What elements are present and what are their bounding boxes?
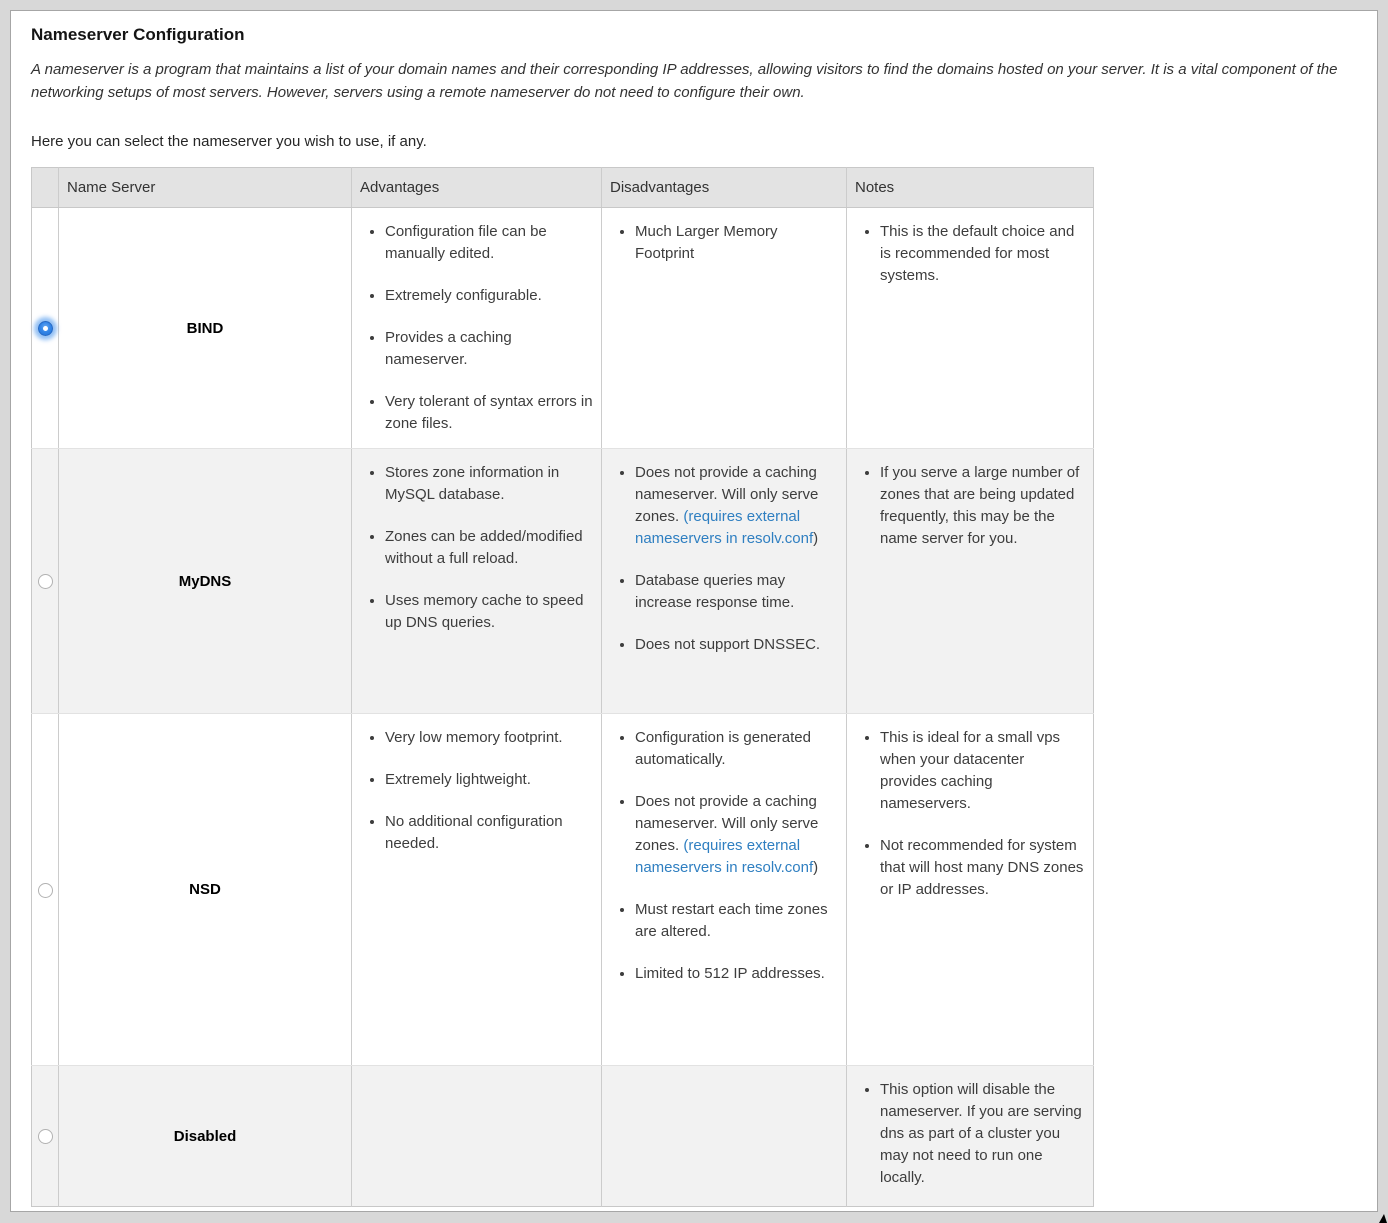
list-item: • Extremely lightweight. (385, 769, 593, 791)
notes-cell (847, 449, 1094, 714)
notes-cell (847, 714, 1094, 1066)
nameserver-table (31, 167, 1094, 1207)
list-item: • No additional configuration needed. (385, 811, 593, 855)
disadvantages-list (610, 727, 838, 985)
list-item: • Very low memory footprint. (385, 727, 593, 749)
table-row (32, 208, 1094, 449)
nameserver-name: Disabled (59, 1066, 352, 1207)
column-header-name-server: Name Server (59, 168, 352, 208)
page-title: Nameserver Configuration (31, 25, 245, 44)
disadvantages-list (610, 221, 838, 265)
list-item: • Does not provide a caching nameserver. Will only serve zones. (requires external nameservers in resolv.conf) (635, 791, 838, 879)
notes-list (855, 1079, 1085, 1189)
list-item: • Zones can be added/modified without a full reload. (385, 526, 593, 570)
column-header-disadvantages: Disadvantages (602, 168, 847, 208)
list-item: • Configuration is generated automatically. (635, 727, 838, 771)
nameserver-radio[interactable] (38, 321, 53, 336)
list-item: • Must restart each time zones are altered. (635, 899, 838, 943)
resolv-conf-link[interactable]: (requires external nameservers in resolv.conf (635, 837, 814, 876)
notes-list (855, 221, 1085, 287)
disadvantages-cell (602, 1066, 847, 1207)
list-item: • Provides a caching nameserver. (385, 327, 593, 371)
disadvantages-list (610, 462, 838, 656)
list-item: • This option will disable the nameserver. If you are serving dns as part of a cluster you may not need to run one locally. (880, 1079, 1085, 1189)
list-item: • Extremely configurable. (385, 285, 593, 307)
list-item: • Does not provide a caching nameserver. Will only serve zones. (requires external nameservers in resolv.conf) (635, 462, 838, 550)
notes-cell (847, 1066, 1094, 1207)
list-item: • Not recommended for system that will host many DNS zones or IP addresses. (880, 835, 1085, 901)
nameserver-radio[interactable] (38, 883, 53, 898)
advantages-cell (352, 208, 602, 449)
nameserver-radio[interactable] (38, 1129, 53, 1144)
list-item: • This is the default choice and is recommended for most systems. (880, 221, 1085, 287)
nameserver-name: BIND (59, 208, 352, 449)
settings-panel (10, 10, 1378, 1212)
list-item: • Does not support DNSSEC. (635, 634, 838, 656)
nameserver-description: A nameserver is a program that maintains a list of your domain names and their corresponding IP addresses, allowing visitors to find the domains hosted on your server. It is a vital component of the networking setups of most servers. However, servers using a remote nameserver do not need to configure their own. (31, 61, 1338, 101)
advantages-cell (352, 714, 602, 1066)
radio-cell (32, 714, 59, 1066)
column-header-notes: Notes (847, 168, 1094, 208)
list-item: • Limited to 512 IP addresses. (635, 963, 838, 985)
notes-cell (847, 208, 1094, 449)
column-header-radio (32, 168, 59, 208)
notes-list (855, 727, 1085, 901)
resolv-conf-link[interactable]: (requires external nameservers in resolv.conf (635, 508, 814, 547)
list-item: • This is ideal for a small vps when your datacenter provides caching nameservers. (880, 727, 1085, 815)
radio-cell (32, 1066, 59, 1207)
table-row (32, 449, 1094, 714)
advantages-cell (352, 449, 602, 714)
advantages-cell (352, 1066, 602, 1207)
notes-list (855, 462, 1085, 550)
panel-content (11, 11, 1377, 1221)
disadvantages-cell (602, 208, 847, 449)
list-item: • Uses memory cache to speed up DNS queries. (385, 590, 593, 634)
list-item: • Configuration file can be manually edited. (385, 221, 593, 265)
radio-cell (32, 449, 59, 714)
nameserver-radio[interactable] (38, 574, 53, 589)
selection-instruction: Here you can select the nameserver you wish to use, if any. (31, 133, 427, 150)
column-header-advantages: Advantages (352, 168, 602, 208)
mouse-cursor (1379, 1214, 1387, 1223)
nameserver-name: MyDNS (59, 449, 352, 714)
radio-cell (32, 208, 59, 449)
list-item: • Much Larger Memory Footprint (635, 221, 838, 265)
nameserver-table-header (32, 168, 1094, 208)
list-item: • Database queries may increase response time. (635, 570, 838, 614)
table-row (32, 714, 1094, 1066)
table-row (32, 1066, 1094, 1207)
list-item: • Very tolerant of syntax errors in zone files. (385, 391, 593, 435)
list-item: • If you serve a large number of zones that are being updated frequently, this may be the name server for you. (880, 462, 1085, 550)
advantages-list (360, 221, 593, 435)
advantages-list (360, 727, 593, 855)
disadvantages-cell (602, 449, 847, 714)
list-item: • Stores zone information in MySQL database. (385, 462, 593, 506)
disadvantages-cell (602, 714, 847, 1066)
nameserver-name: NSD (59, 714, 352, 1066)
nameserver-table-body (32, 208, 1094, 1207)
advantages-list (360, 462, 593, 634)
